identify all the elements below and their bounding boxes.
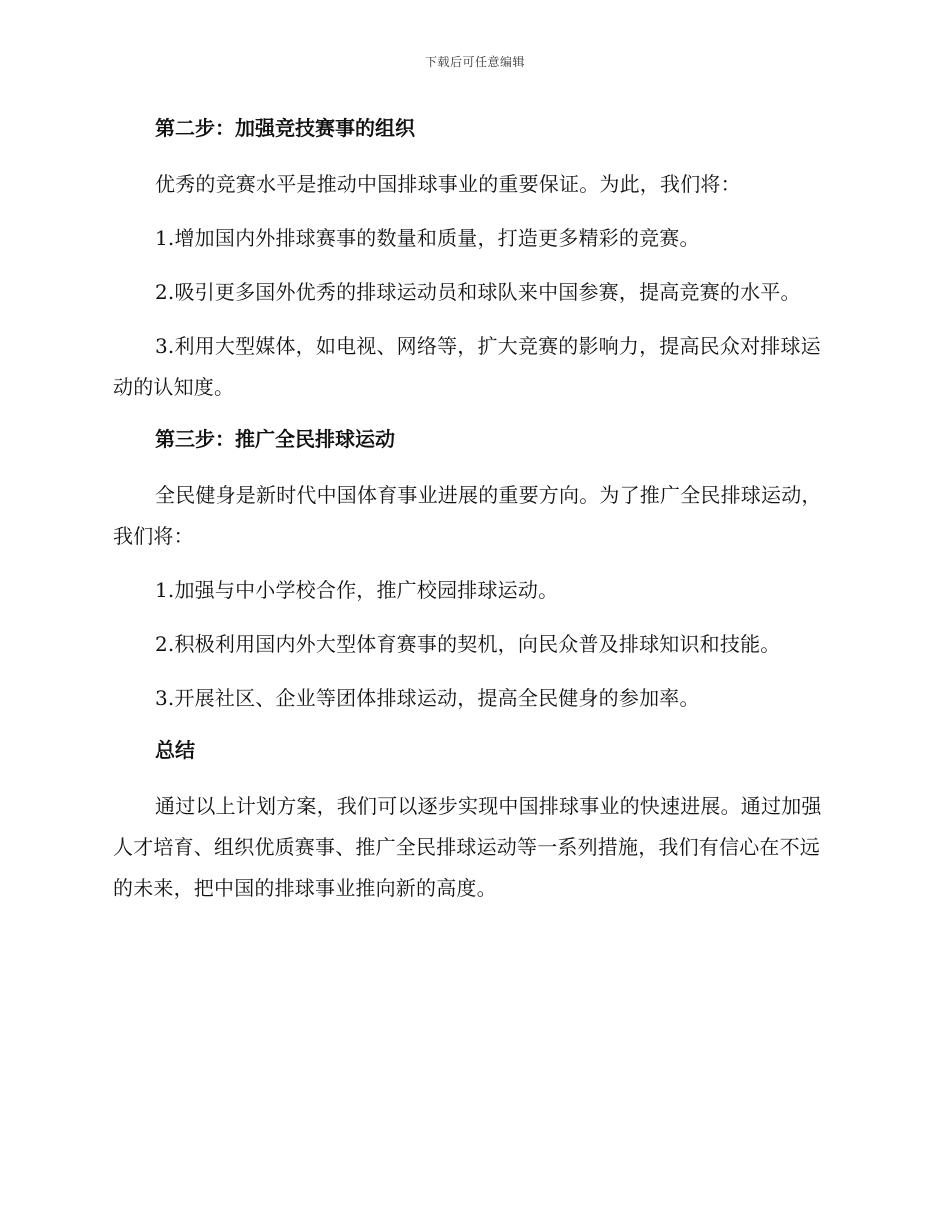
section-heading-step3: 第三步：推广全民排球运动 — [155, 427, 395, 451]
paragraph-step3-intro: 全民健身是新时代中国体育事业进展的重要方向。为了推广全民排球运动，我们将： — [113, 483, 822, 548]
paragraph-summary: 通过以上计划方案，我们可以逐步实现中国排球事业的快速进展。通过加强人才培育、组织优质赛事、推广全民排球运动等一系列措施，我们有信心在不远的未来，把中国的排球事业推向新的高度。 — [113, 794, 822, 900]
list-item: 1.加强与中小学校合作，推广校园排球运动。 — [155, 578, 559, 602]
list-item: 1.增加国内外排球赛事的数量和质量，打造更多精彩的竞赛。 — [155, 226, 700, 250]
section-heading-summary: 总结 — [155, 738, 195, 762]
paragraph-step2-intro: 优秀的竞赛水平是推动中国排球事业的重要保证。为此，我们将： — [155, 172, 741, 196]
page-header: 下载后可任意编辑 — [424, 55, 525, 69]
list-item: 3.利用大型媒体，如电视、网络等，扩大竞赛的影响力，提高民众对排球运动的认知度。 — [113, 334, 821, 399]
list-item: 2.吸引更多国外优秀的排球运动员和球队来中国参赛，提高竞赛的水平。 — [155, 280, 801, 304]
section-heading-step2: 第二步：加强竞技赛事的组织 — [155, 116, 415, 140]
list-item: 2.积极利用国内外大型体育赛事的契机，向民众普及排球知识和技能。 — [155, 632, 781, 656]
list-item: 3.开展社区、企业等团体排球运动，提高全民健身的参加率。 — [155, 686, 700, 710]
document-body — [113, 110, 833, 922]
